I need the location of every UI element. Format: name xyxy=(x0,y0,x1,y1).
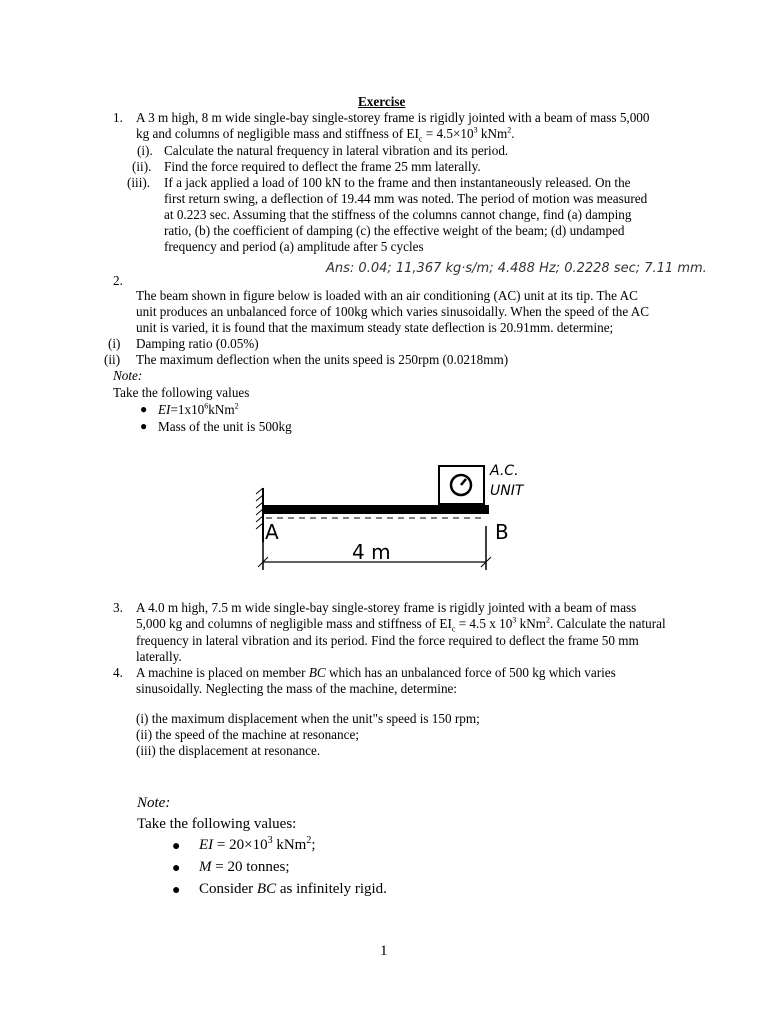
q4-line2: sinusoidally. Neglecting the mass of the machine, determine: xyxy=(136,681,458,696)
fixed-support-icon xyxy=(256,488,263,542)
q4-number: 4. xyxy=(113,665,123,680)
beam xyxy=(263,505,489,514)
span-length-label: 4 m xyxy=(352,540,391,564)
page-number: 1 xyxy=(380,943,388,959)
q2-line2: unit produces an unbalanced force of 100kg which varies sinusoidally. When the speed of the AC xyxy=(136,304,650,319)
q1-line2: kg and columns of negligible mass and stiffness of $EI_c = 4.5\times 10^3$ kNm$^2$. xyxy=(136,125,515,144)
bullet-icon: ● xyxy=(140,419,148,433)
q2-take-values: Take the following values xyxy=(113,385,250,400)
q1-iii-number: (iii). xyxy=(127,175,151,190)
page-title: Exercise xyxy=(358,94,406,109)
q3-line2: 5,000 kg and columns of negligible mass and stiffness of $EI_c = 4.5$ x $10^3$ kNm$^2$. Calculate the natural xyxy=(136,615,666,634)
q1-i-number: (i). xyxy=(137,143,153,158)
q1-line1: A 3 m high, 8 m wide single-bay single-storey frame is rigidly jointed with a beam of mass 5,000 xyxy=(136,110,650,125)
q4-line1: A machine is placed on member BC which has an unbalanced force of 500 kg which varies xyxy=(136,665,616,680)
q2-note-label: Note: xyxy=(113,368,143,383)
q4-bullet-mass: M = 20 tonnes; xyxy=(199,859,290,875)
q2-bullet-ei: $EI=1x10^6kNm^2$ xyxy=(158,401,239,417)
bullet-icon: ● xyxy=(140,402,148,416)
q1-iii-line3: at 0.223 sec. Assuming that the stiffness of the columns cannot change, find (a) damping xyxy=(164,207,632,222)
q4-ii-text: (ii) the speed of the machine at resonance; xyxy=(136,727,359,742)
q2-ii-number: (ii) xyxy=(104,352,121,367)
q2-line1: The beam shown in figure below is loaded with an air conditioning (AC) unit at its tip. The AC xyxy=(136,288,638,303)
q4-note-label: Note: xyxy=(137,795,171,811)
q3-line1: A 4.0 m high, 7.5 m wide single-bay single-storey frame is rigidly jointed with a beam of mass xyxy=(136,600,637,615)
point-a-label: A xyxy=(265,520,279,544)
q2-ii-text: The maximum deflection when the units speed is 250rpm (0.0218mm) xyxy=(136,352,509,367)
ac-unit-label-1: A.C. xyxy=(490,463,519,479)
bullet-icon: ● xyxy=(172,839,181,854)
q1-ii-number: (ii). xyxy=(132,159,152,174)
q1-i-text: Calculate the natural frequency in lateral vibration and its period. xyxy=(164,143,509,158)
q2-line3: unit is varied, it is found that the maximum steady state deflection is 20.91mm. determine; xyxy=(136,320,614,335)
q3-number: 3. xyxy=(113,600,123,615)
q3-line3: frequency in lateral vibration and its period. Find the force required to deflect the frame 50 mm xyxy=(136,633,639,648)
q1-iii-line5: frequency and period (a) amplitude after 5 cycles xyxy=(164,239,424,254)
q4-iii-text: (iii) the displacement at resonance. xyxy=(136,743,321,758)
q1-answer: Ans: 0.04; 11,367 kg·s/m; 4.488 Hz; 0.2228 sec; 7.11 mm. xyxy=(326,261,707,276)
q4-bullet-rigid: Consider BC as infinitely rigid. xyxy=(199,881,387,897)
q1-iii-line1: If a jack applied a load of 100 kN to the frame and then instantaneously released. On the xyxy=(164,175,631,190)
q4-bullet-ei: EI = $20\times 10^3$ kNm$^2$; xyxy=(199,835,316,853)
q3-line4: laterally. xyxy=(136,649,182,664)
q1-iii-line2: first return swing, a deflection of 19.44 mm was noted. The period of motion was measured xyxy=(164,191,648,206)
q1-ii-text: Find the force required to deflect the frame 25 mm laterally. xyxy=(164,159,481,174)
q2-i-number: (i) xyxy=(108,336,121,351)
q1-iii-line4: ratio, (b) the coefficient of damping (c) the effective weight of the beam; (d) undamped xyxy=(164,223,625,238)
q1-number: 1. xyxy=(113,110,123,125)
q2-bullet-mass: Mass of the unit is 500kg xyxy=(158,419,292,434)
q4-i-text: (i) the maximum displacement when the unit"s speed is 150 rpm; xyxy=(136,711,480,726)
ac-unit-label-2: UNIT xyxy=(490,483,524,499)
q2-number: 2. xyxy=(113,273,123,288)
q4-take-values: Take the following values: xyxy=(137,816,297,832)
bullet-icon: ● xyxy=(172,861,181,876)
bullet-icon: ● xyxy=(172,883,181,898)
point-b-label: B xyxy=(495,520,509,544)
q2-i-text: Damping ratio (0.05%) xyxy=(136,336,259,351)
